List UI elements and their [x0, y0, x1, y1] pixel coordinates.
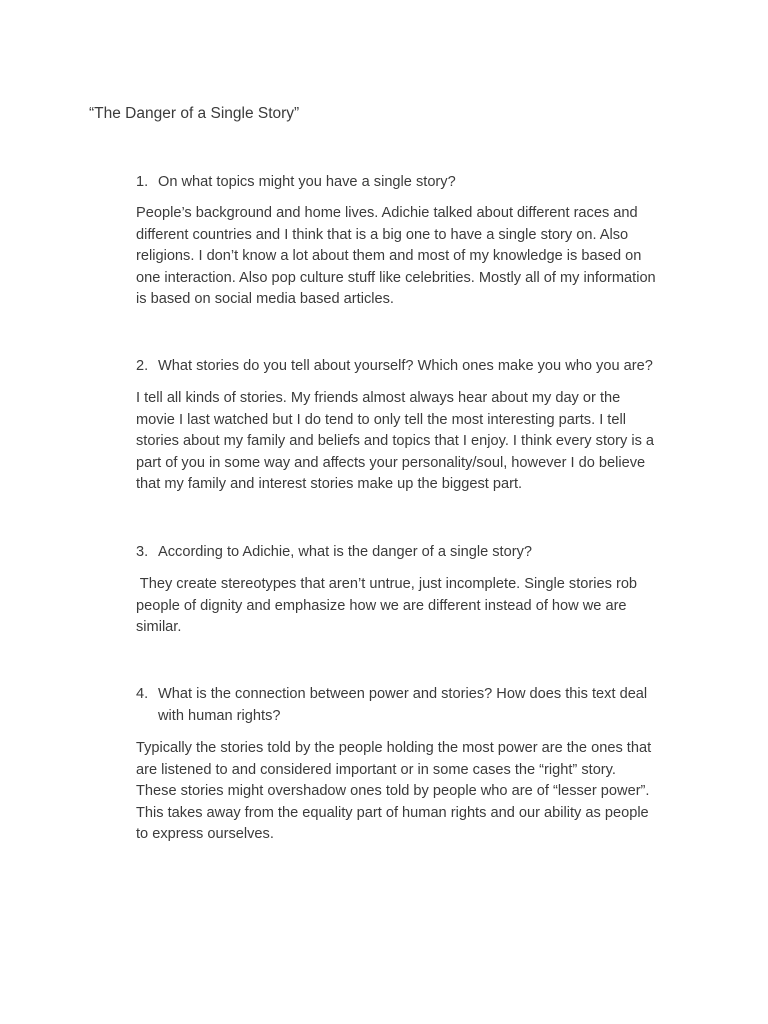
answer-line: People’s background and home lives. Adichie talked about different races and: [136, 205, 638, 221]
answer-line: Typically the stories told by the people holding the most power are the ones that: [136, 740, 652, 756]
answer-line: are listened to and considered important or in some cases the “right” story.: [136, 761, 616, 778]
question-text-line: What is the connection between power and stories? How does this text deal: [158, 686, 648, 702]
answer-line: They create stereotypes that aren’t untrue, just incomplete. Single stories rob: [136, 576, 638, 592]
document-title: “The Danger of a Single Story”: [89, 105, 300, 122]
question-1: [136, 171, 696, 193]
question-number: 3.: [136, 544, 149, 560]
answer-line: These stories might overshadow ones told by people who are of “lesser power”.: [136, 783, 650, 800]
answer-line: I tell all kinds of stories. My friends almost always hear about my day or the: [136, 390, 621, 406]
answer-line: one interaction. Also pop culture stuff like celebrities. Mostly all of my information: [136, 269, 656, 286]
answer-1: [136, 203, 696, 311]
answer-line: This takes away from the equality part of human rights and our ability as people: [136, 804, 649, 821]
answer-line: similar.: [136, 619, 182, 636]
answer-line: stories about my family and beliefs and topics that I enjoy. I think every story is a: [136, 433, 655, 450]
answer-line: different countries and I think that is a big one to have a single story on. Also: [136, 226, 629, 243]
question-number: 4.: [136, 686, 149, 702]
answer-line: people of dignity and emphasize how we are different instead of how we are: [136, 597, 627, 614]
answer-line: is based on social media based articles.: [136, 291, 394, 308]
answer-line: that my family and interest stories make up the biggest part.: [136, 476, 523, 493]
answer-line: religions. I don’t know a lot about them and most of my knowledge is based on: [136, 248, 642, 265]
answer-4: [136, 738, 696, 846]
question-2: [136, 355, 696, 377]
answer-line: part of you in some way and affects your personality/soul, however I do believe: [136, 454, 646, 471]
answer-line: to express ourselves.: [136, 826, 274, 843]
question-text: On what topics might you have a single story?: [158, 174, 456, 190]
question-number: 1.: [136, 174, 149, 190]
answer-line: movie I last watched but I do tend to only tell the most interesting parts. I tell: [136, 411, 626, 428]
answer-2: [136, 388, 696, 496]
question-3: [136, 541, 696, 563]
answer-3: [136, 574, 696, 639]
question-text: What stories do you tell about yourself? Which ones make you who you are?: [158, 358, 653, 374]
question-4: [136, 683, 696, 727]
question-number: 2.: [136, 358, 149, 374]
question-text-line: with human rights?: [158, 708, 281, 724]
question-text: According to Adichie, what is the danger of a single story?: [158, 544, 532, 560]
